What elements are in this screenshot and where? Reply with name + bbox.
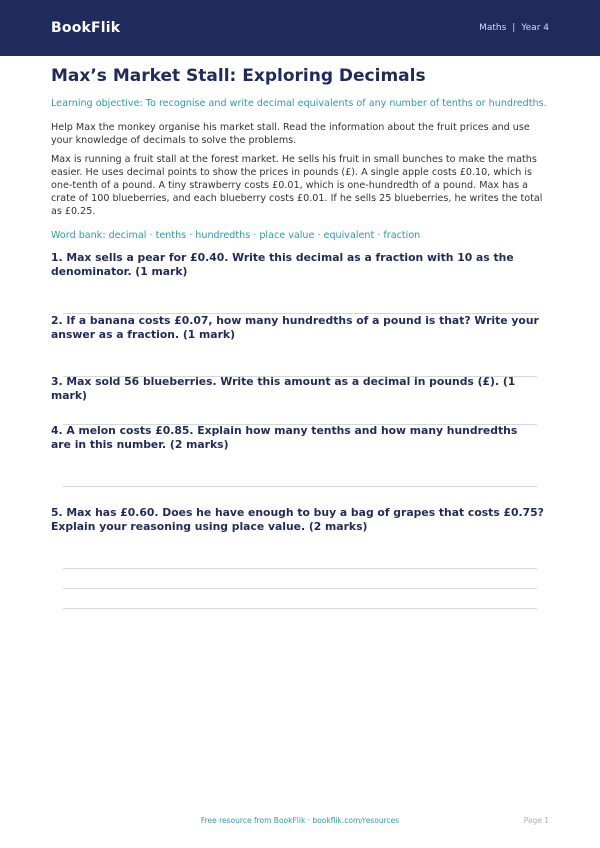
learning-objective: Learning objective: To recognise and write decimal equivalents of any number of tenths or hundredths.	[51, 98, 547, 109]
subject-label: Maths	[479, 23, 507, 33]
page-footer	[0, 816, 600, 828]
question-3: 3. Max sold 56 blueberries. Write this amount as a decimal in pounds (£). (1 mark)	[51, 375, 516, 402]
year-label: Year 4	[521, 23, 549, 33]
intro-paragraph: Help Max the monkey organise his market stall. Read the information about the fruit prices and use your knowledge of decimals to solve the problems.	[51, 122, 530, 146]
question-1: 1. Max sells a pear for £0.40. Write this decimal as a fraction with 10 as the denominator. (1 mark)	[51, 251, 514, 278]
header-bar	[0, 0, 600, 56]
worksheet-content	[51, 64, 547, 242]
answer-line[interactable]	[63, 608, 537, 609]
worksheet-title: Max’s Market Stall: Exploring Decimals	[51, 66, 426, 86]
question-2: 2. If a banana costs £0.07, how many hundredths of a pound is that? Write your answer as a fraction. (1 mark)	[51, 314, 539, 341]
answer-line[interactable]	[63, 486, 537, 487]
answer-line[interactable]	[63, 568, 537, 569]
question-4: 4. A melon costs £0.85. Explain how many tenths and how many hundredths are in this number. (2 marks)	[51, 424, 518, 451]
meta-separator: |	[512, 23, 516, 33]
question-5: 5. Max has £0.60. Does he have enough to buy a bag of grapes that costs £0.75? Explain your reasoning using place value. (2 marks)	[51, 506, 544, 533]
word-bank: Word bank: decimal · tenths · hundredths · place value · equivalent · fraction	[51, 230, 421, 241]
header-meta	[479, 23, 549, 33]
page-number: Page 1	[523, 816, 549, 825]
answer-line[interactable]	[63, 588, 537, 589]
footer-credit[interactable]: Free resource from BookFlik · bookflik.com/resources	[200, 816, 400, 825]
story-paragraph: Max is running a fruit stall at the forest market. He sells his fruit in small bunches to make the maths easier. He uses decimal points to show the prices in pounds (£). A single apple costs £0.10, which is one-tenth of a pound. A tiny strawberry costs £0.01, which is one-hundredth of a pound. Max has a crate of 100 blueberries, and each blueberry costs £0.01. If he sells 25 blueberries, he writes the total as £0.25.	[51, 154, 543, 217]
brand-logo-text: BookFlik	[51, 20, 121, 36]
